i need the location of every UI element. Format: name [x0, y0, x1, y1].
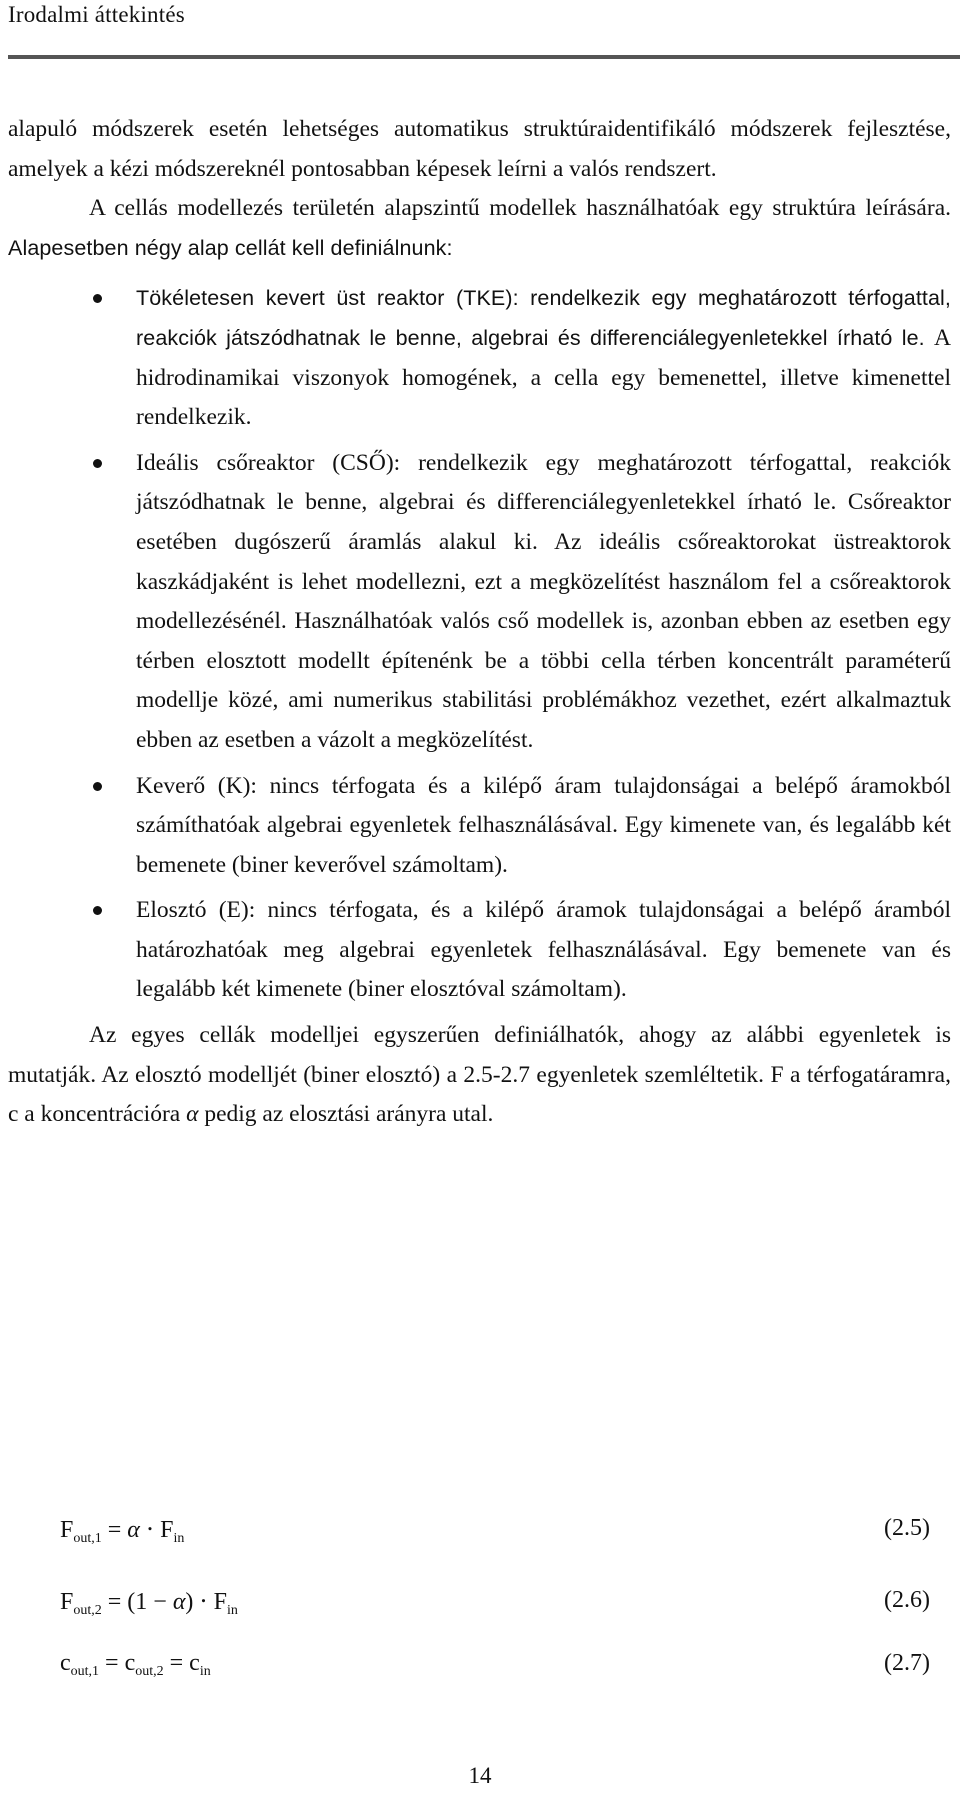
equation-2-6-body [60, 1587, 238, 1619]
list-item-cso [8, 444, 951, 761]
eq-subscript: in [173, 1531, 185, 1546]
eq-var: c [60, 1650, 71, 1676]
bullet-icon [93, 459, 102, 468]
list-item-tke-sans: Tökéletesen kevert üst reaktor (TKE): rendelkezik egy meghatározott térfogattal, reakciók játszódhatnak le benne, algebrai és differenciálegyenletekkel írható le. [136, 286, 951, 350]
eq-var: F [60, 1589, 74, 1615]
eq-rhs: = c [99, 1650, 136, 1676]
eq-subscript: in [199, 1664, 211, 1679]
paragraph-2-sans: Alapesetben négy alap cellát kell definiálnunk: [8, 235, 453, 260]
cell-type-list [8, 279, 951, 1010]
eq-subscript: in [226, 1603, 238, 1618]
eq-subscript: out,2 [135, 1664, 164, 1679]
list-item-tke [8, 279, 951, 437]
list-item-eloszto-text: Elosztó (E): nincs térfogata, és a kilépő áramok tulajdonságai a belépő áramból határozhatóak meg algebrai egyenletek felhasználásával. Egy bemenete van és legalább két kimenete (biner elosztóval számoltam). [136, 897, 951, 1003]
equation-number: (2.5) [884, 1515, 930, 1541]
eq-rhs: ⋅ F [139, 1517, 174, 1543]
eq-subscript: out,1 [70, 1664, 100, 1679]
page-number: 14 [468, 1763, 492, 1788]
body-text [8, 110, 951, 1135]
paragraph-3-part2: pedig az elosztási arányra utal. [198, 1101, 494, 1128]
eq-alpha: α [127, 1517, 140, 1543]
equation-number: (2.6) [884, 1587, 930, 1613]
paragraph-2 [8, 189, 951, 268]
list-item-tke-serif: A hidrodinamikai viszonyok homogének, a cella egy bemenettel, illetve kimenettel rendelkezik. [136, 324, 951, 431]
bullet-icon [93, 906, 102, 915]
paragraph-2-serif: A cellás modellezés területén alapszintű modellek használhatóak egy struktúra leírására. [89, 195, 951, 222]
equation-2-6 [60, 1587, 930, 1629]
bullet-icon [93, 294, 102, 303]
eq-rhs: = c [163, 1650, 200, 1676]
bullet-icon [93, 782, 102, 791]
equation-2-5-body [60, 1515, 184, 1547]
eq-rhs: ) ⋅ F [185, 1589, 227, 1615]
equation-2-7-body [60, 1650, 211, 1680]
paragraph-3 [8, 1016, 951, 1135]
page-header [8, 0, 960, 60]
equation-number: (2.7) [884, 1650, 930, 1676]
eq-alpha: α [172, 1589, 186, 1615]
eq-rhs: = (1 − [101, 1589, 173, 1615]
eq-subscript: out,1 [73, 1531, 102, 1546]
eq-rhs: = [101, 1517, 128, 1543]
alpha-symbol: α [186, 1101, 199, 1128]
eq-subscript: out,2 [73, 1603, 102, 1618]
list-item-eloszto [8, 891, 951, 1010]
paragraph-1: alapuló módszerek esetén lehetséges automatikus struktúraidentifikáló módszerek fejlesztése, amelyek a kézi módszereknél pontosabban képesek leírni a valós rendszert. [8, 116, 951, 182]
eq-var: F [60, 1517, 74, 1543]
equation-2-5 [60, 1515, 930, 1557]
list-item-kevero-text: Keverő (K): nincs térfogata és a kilépő áram tulajdonságai a belépő áramokból számíthatóak algebrai egyenletek felhasználásával. Egy kimenete van, és legalább két bemenete (biner keverővel számoltam). [136, 772, 951, 878]
list-item-kevero [8, 767, 951, 886]
list-item-cso-text: Ideális csőreaktor (CSŐ): rendelkezik egy meghatározott térfogattal, reakciók játszódhatnak le benne, algebrai és differenciálegyenletekkel írható le. Csőreaktor esetében dugószerű áramlás alakul ki. Az ideális csőreaktorokat üstreaktorok kaszkádjaként is lehet modellezni, ezt a megközelítést használom fel a csőreaktorok modellezésénél. Használhatóak valós cső modellek is, azonban ebben az esetben egy térben elosztott modellt építenénk be a többi cella térben koncentrált paraméterű modellje közé, ami numerikus stabilitási problémákhoz vezethet, ezért alkalmaztuk ebben az esetben a vázolt a megközelítést. [136, 449, 951, 753]
equation-2-7 [60, 1650, 930, 1692]
header-divider [8, 55, 960, 59]
paragraph-3-part1: Az egyes cellák modelljei egyszerűen definiálhatók, ahogy az alábbi egyenletek is mutatják. Az elosztó modelljét (biner elosztó) a 2.5-2.7 egyenletek szemléltetik. F a térfogatáramra, c a koncentrációra [8, 1022, 951, 1128]
section-title: Irodalmi áttekintés [8, 2, 185, 27]
